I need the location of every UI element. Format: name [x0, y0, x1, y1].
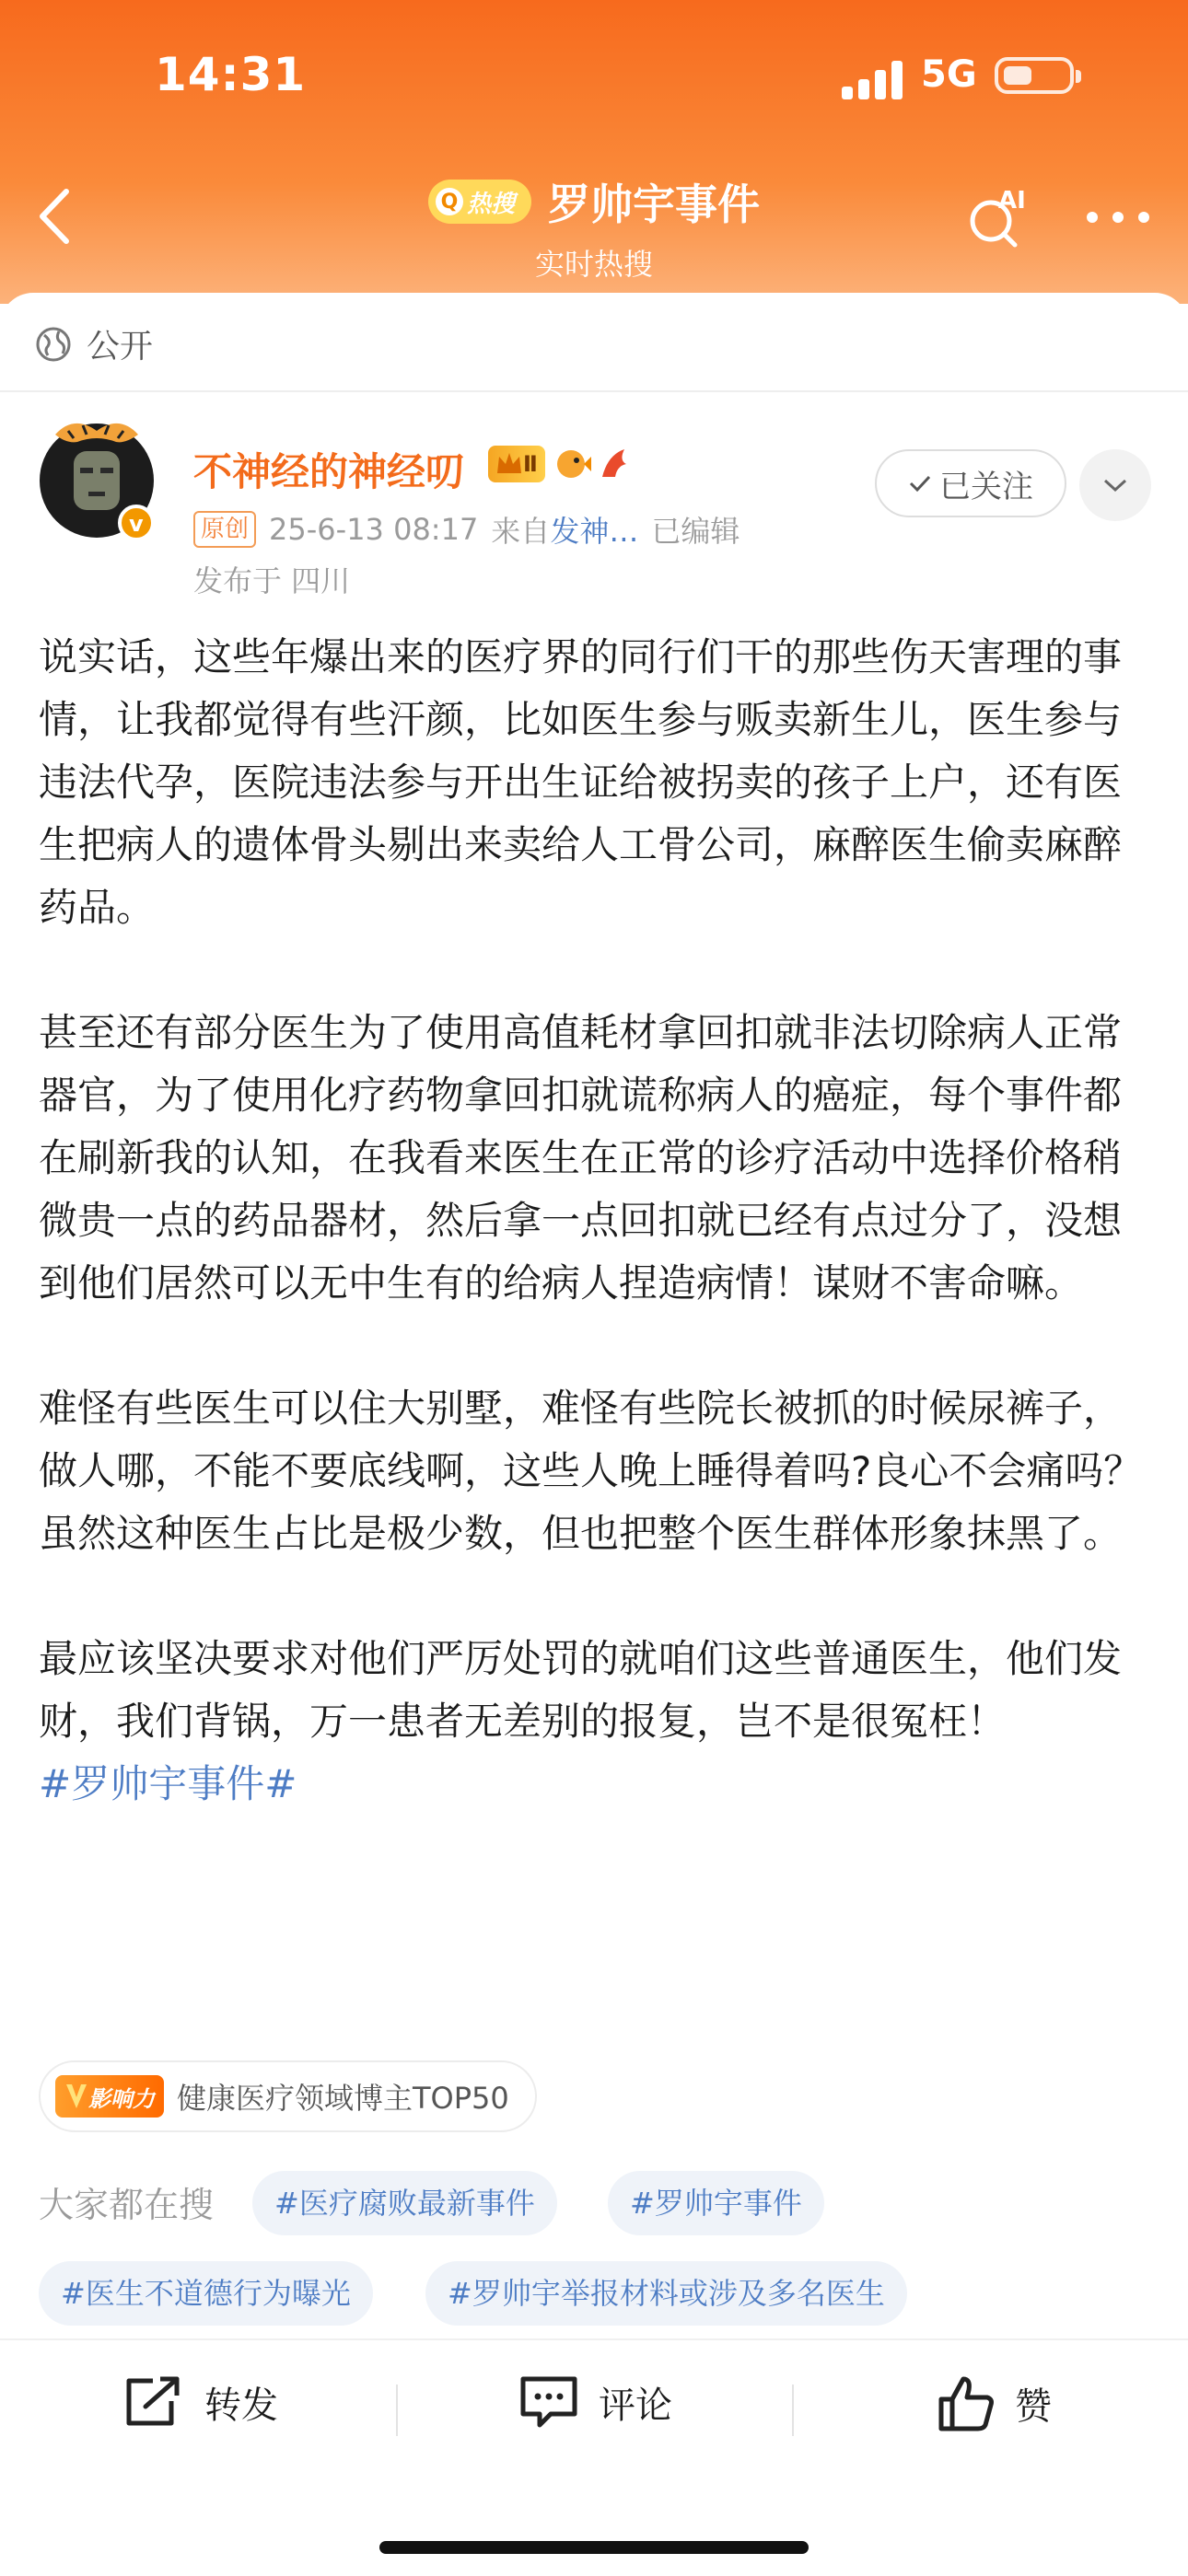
post-location: 发布于 四川	[193, 563, 351, 598]
visibility-row	[35, 320, 153, 367]
search-chip[interactable]: #罗帅宇事件	[608, 2171, 824, 2235]
repost-button[interactable]	[122, 2373, 278, 2431]
level-badge-text: Ⅱ	[523, 451, 538, 477]
post-paragraph: 最应该坚决要求对他们严厉处罚的就咱们这些普通医生，他们发财，我们背锅，万一患者无差别的报复，岂不是很冤枉！	[39, 1636, 1123, 1744]
share-icon	[122, 2373, 186, 2431]
status-time: 14:31	[155, 48, 307, 101]
globe-icon	[35, 326, 72, 363]
divider	[792, 2385, 794, 2436]
repost-label: 转发	[204, 2384, 278, 2427]
post-paragraph: 甚至还有部分医生为了使用高值耗材拿回扣就非法切除病人正常器官，为了使用化疗药物拿回扣就谎称病人的癌症，每个事件都在刷新我的认知，在我看来医生在正常的诊疗活动中选择价格稍微贵一点的药品器材，然后拿一点回扣就已经有点过分了，没想到他们居然可以无中生有的给病人捏造病情！谋财不害命嘛。	[39, 1010, 1123, 1305]
home-indicator[interactable]	[379, 2541, 809, 2554]
comment-label: 评论	[599, 2384, 672, 2427]
chevron-down-icon	[1101, 476, 1129, 494]
v-icon	[64, 2083, 88, 2110]
original-badge: 原创	[193, 511, 256, 548]
source-prefix: 来自	[491, 514, 551, 549]
comment-icon	[518, 2373, 580, 2431]
visibility-label: 公开	[87, 328, 154, 366]
trending-search-label: 大家都在搜	[39, 2185, 215, 2225]
post-hashtag[interactable]: #罗帅宇事件#	[39, 1761, 297, 1806]
hot-search-badge	[428, 180, 531, 224]
like-button[interactable]	[936, 2373, 1052, 2432]
page-subtitle: 实时热搜	[534, 247, 653, 282]
user-badges	[488, 446, 630, 482]
battery-icon	[995, 57, 1074, 94]
post-date: 25-6-13 08:17	[269, 512, 479, 547]
like-label: 赞	[1015, 2385, 1052, 2428]
hot-badge-label: 热搜	[466, 190, 515, 218]
cellular-signal-icon	[842, 59, 904, 99]
post-meta	[193, 508, 740, 551]
influence-logo	[55, 2075, 164, 2118]
user-avatar[interactable]	[37, 414, 157, 543]
thumbs-up-icon	[936, 2373, 996, 2432]
page-title: 罗帅宇事件	[548, 180, 760, 229]
dragon-icon	[599, 446, 630, 482]
post-paragraph: 说实话，这些年爆出来的医疗界的同行们干的那些伤天害理的事情，让我都觉得有些汗颜，比如医生参与贩卖新生儿，医生参与违法代孕，医院违法参与开出生证给被拐卖的孩子上户，还有医生把病人的遗体骨头剔出来卖给人工骨公司，麻醉医生偷卖麻醉药品。	[39, 634, 1123, 930]
pufferfish-icon	[551, 446, 593, 482]
search-chip[interactable]: #医生不道德行为曝光	[39, 2261, 373, 2326]
search-chip[interactable]: #医疗腐败最新事件	[252, 2171, 557, 2235]
svg-text:v: v	[129, 511, 144, 537]
crown-icon	[495, 451, 523, 477]
author-name[interactable]: 不神经的神经叨	[193, 449, 465, 494]
post-paragraph: 难怪有些医生可以住大别墅，难怪有些院长被抓的时候尿裤子，做人哪，不能不要底线啊，这些人晚上睡得着吗?良心不会痛吗？虽然这种医生占比是极少数，但也把整个医生群体形象抹黑了。	[39, 1386, 1143, 1556]
influence-text: 健康医疗领域博主TOP50	[177, 2081, 509, 2116]
ai-search-icon[interactable]	[963, 184, 1031, 252]
source-info	[491, 508, 638, 551]
source-link[interactable]: 发神…	[550, 514, 639, 549]
divider	[0, 390, 1188, 392]
follow-label: 已关注	[939, 468, 1033, 505]
expand-menu-button[interactable]	[1079, 449, 1151, 521]
search-chip[interactable]: #罗帅宇举报材料或涉及多名医生	[425, 2261, 907, 2326]
post-content	[39, 626, 1153, 1816]
check-icon	[908, 473, 932, 493]
more-options-icon[interactable]	[1087, 212, 1151, 226]
influence-tag[interactable]	[39, 2060, 537, 2132]
comment-button[interactable]	[518, 2373, 672, 2431]
network-type: 5G	[921, 53, 977, 96]
level-badge	[488, 446, 545, 482]
edited-label: 已编辑	[651, 514, 740, 549]
ai-label: AI	[998, 187, 1026, 215]
divider	[396, 2385, 398, 2436]
follow-button[interactable]	[875, 449, 1066, 517]
search-icon: Q	[436, 188, 463, 215]
influence-logo-text: 影响力	[88, 2085, 155, 2112]
